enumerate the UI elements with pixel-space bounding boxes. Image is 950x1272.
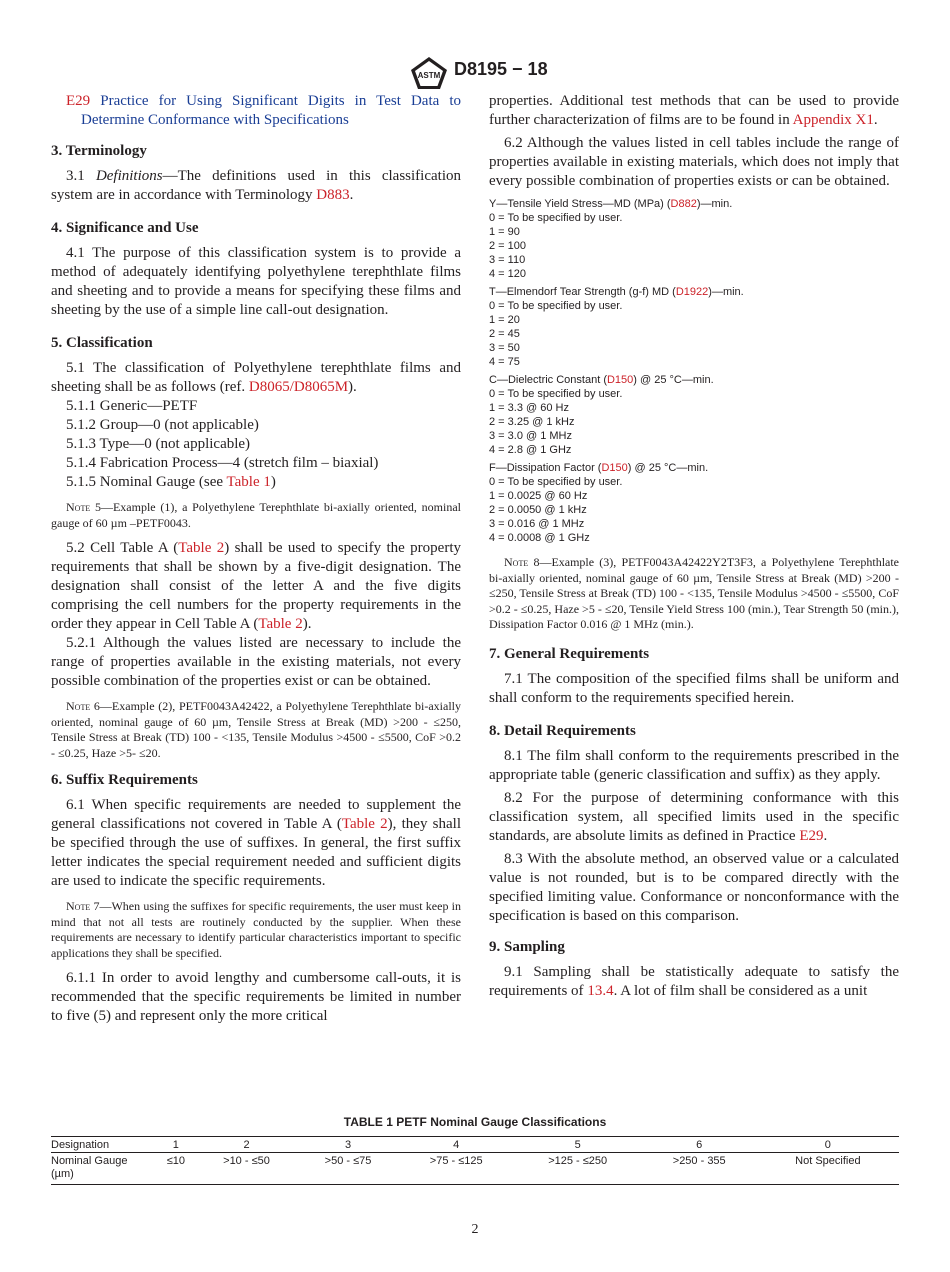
table-header-row [51,1137,899,1153]
gauge-table [51,1136,899,1185]
note-8: Note 8—Example (3), PETF0043A42422Y2T3F3, a Polyethylene Terephthlate bi-axially oriented, nominal gauge of 60 µm, Tensile Stress at Break (MD) >200 - ≤250, Tensile Stress at Break (TD) 100 - <135, Tensile Modulus >4500 - ≤5500, CoF >0.2 - ≤0.25, Haze >5 - ≤20, Tensile Yield Stress 100 (min.), Tear Strength 50 (min.), Dissipation Factor 0.016 @ 1 MHz (min.). [489,555,900,631]
para-continued: properties. Additional test methods that can be used to provide further characterization of films are to be found in Appendix X1. [489,93,899,128]
list-item: 5.1.5 Nominal Gauge (see Table 1) [66,474,276,490]
para-8-3: 8.3 With the absolute method, an observed value or a calculated value is not rounded, but is to be compared directly with the specified limiting value. Conformance or nonconformance with the specification is based on this comparison. [489,850,899,924]
link-table-2[interactable]: Table 2 [341,816,388,832]
suffix-code-item: 4 = 75 [489,356,520,368]
table-1 [51,1112,899,1185]
section-6-heading: 6. Suffix Requirements [51,772,198,788]
link-table-1[interactable]: Table 1 [226,474,271,490]
suffix-code-title: F—Dissipation Factor (D150) @ 25 °C—min. [489,462,709,474]
suffix-code-item: 0 = To be specified by user. [489,388,623,400]
list-item: 5.1.3 Type—0 (not applicable) [66,436,251,452]
section-7-heading: 7. General Requirements [489,645,650,662]
suffix-code-item: 4 = 120 [489,268,527,280]
suffix-code-item: 3 = 50 [489,342,520,354]
table-header-cell: Designation [51,1139,110,1151]
table-header-cell: 3 [344,1139,352,1151]
table-cell: >75 - ≤125 [429,1155,483,1167]
para-3-1: 3.1 Definitions—The definitions used in this classification system are in accordance with Terminology D883. [51,168,461,203]
suffix-code-item: 3 = 110 [489,254,526,266]
list-item: 5.1.1 Generic—PETF [66,398,198,414]
note-6: Note 6—Example (2), PETF0043A42422, a Polyethylene Terephthlate bi-axially oriented, nominal gauge of 60 µm, Tensile Stress at Break (MD) >200 - ≤250, Tensile Stress at Break (TD) 100 - <135, Tensile Modulus >4500 - ≤5500, CoF >0.2 - ≤0.25, Haze >5- ≤20. [51,699,461,760]
para-6-1: 6.1 When specific requirements are needed to supplement the general classifications not covered in Table A (Table 2), they shall be specified through the use of suffixes. In general, the first suffix letter indicates the special requirement needed and sufficient digits are used to indicate the specific requirements. [51,797,461,889]
table-cell: >50 - ≤75 [324,1155,372,1167]
link-d8065[interactable]: D8065/D8065M [248,379,349,395]
suffix-code-item: 1 = 3.3 @ 60 Hz [489,402,569,414]
link-d150[interactable]: D150 [601,462,628,474]
suffix-code-item: 1 = 0.0025 @ 60 Hz [489,490,588,502]
table-cell: ≤10 [166,1155,185,1167]
link-table-2[interactable]: Table 2 [178,540,225,556]
suffix-code-item: 3 = 3.0 @ 1 MHz [489,430,573,442]
suffix-code-title: Y—Tensile Yield Stress—MD (MPa) (D882)—min. [489,198,733,210]
suffix-code-item: 1 = 90 [489,226,520,238]
table-header-cell: 4 [453,1139,460,1151]
left-column [51,92,461,1026]
table-header-cell: 2 [243,1139,250,1151]
link-13-4[interactable]: 13.4 [587,982,614,999]
suffix-code-item: 2 = 100 [489,240,527,252]
suffix-code-title: T—Elmendorf Tear Strength (g-f) MD (D1922)—min. [489,286,744,298]
table-row [51,1153,899,1185]
section-3-heading: 3. Terminology [51,143,147,159]
page-header [0,52,950,92]
section-9-heading: 9. Sampling [489,938,565,955]
table-header-cell: 1 [172,1139,179,1151]
svg-text:ASTM: ASTM [417,71,441,80]
suffix-code-list [489,197,899,545]
table-header-cell: 5 [574,1139,581,1151]
table-header-cell: 6 [696,1139,703,1151]
table-cell: >125 - ≤250 [548,1155,608,1167]
suffix-code-item: 0 = To be specified by user. [489,212,623,224]
para-7-1: 7.1 The composition of the specified films shall be uniform and shall conform to the requirements specified herein. [489,670,899,706]
para-9-1: 9.1 Sampling shall be statistically adequate to satisfy the requirements of 13.4. A lot of film shall be considered as a unit [489,963,899,999]
para-5-2-1: 5.2.1 Although the values listed are necessary to include the range of properties available in the existing materials, not every possible combination of the properties exist or can be obtained. [51,635,461,689]
astm-logo-icon [409,56,449,90]
para-5-1: 5.1 The classification of Polyethylene terephthlate films and sheeting shall be as follows (ref. D8065/D8065M). [51,360,461,395]
table-cell: >250 - 355 [672,1155,726,1167]
section-8-heading: 8. Detail Requirements [489,722,636,739]
reference-e29[interactable]: E29 Practice for Using Significant Digits in Test Data to Determine Conformance with Specifications [66,93,461,128]
para-8-2: 8.2 For the purpose of determining conformance with this classification system, all specified limits used in the specific standards, are absolute limits as defined in Practice E29. [489,789,899,844]
table-header-cell: 0 [824,1139,831,1151]
right-column [489,92,899,1001]
list-item: 5.1.2 Group—0 (not applicable) [66,417,259,433]
table-caption: TABLE 1 PETF Nominal Gauge Classifications [343,1115,607,1129]
para-6-2: 6.2 Although the values listed in cell tables include the range of properties available in existing materials, which does not imply that every possible combination of properties exists or can be obtained. [489,135,899,189]
suffix-code-item: 4 = 0.0008 @ 1 GHz [489,532,590,544]
table-cell: >10 - ≤50 [223,1155,270,1167]
para-4-1: 4.1 The purpose of this classification system is to provide a method of adequately identifying polyethylene terephthlate films and sheeting and to provide a means for specifying these films and sheeting by the use of a simple line call-out designation. [51,245,461,318]
suffix-code-item: 2 = 45 [489,328,520,340]
page-number: 2 [471,1222,479,1237]
link-e29[interactable]: E29 [799,827,824,844]
note-5: Note 5—Example (1), a Polyethylene Terephthlate bi-axially oriented, nominal gauge of 60 µm –PETF0043. [51,500,461,530]
suffix-code-item: 1 = 20 [489,314,520,326]
link-d882[interactable]: D882 [670,198,697,210]
suffix-code-item: 3 = 0.016 @ 1 MHz [489,518,585,530]
section-4-heading: 4. Significance and Use [51,220,199,236]
suffix-code-item: 0 = To be specified by user. [489,476,623,488]
suffix-code-title: C—Dielectric Constant (D150) @ 25 °C—min. [489,374,714,386]
link-appendix-x1[interactable]: Appendix X1 [792,112,874,128]
para-8-1: 8.1 The film shall conform to the requirements prescribed in the appropriate table (generic classification and suffix) as they apply. [489,747,899,783]
suffix-code-item: 4 = 2.8 @ 1 GHz [489,444,572,456]
suffix-code-item: 2 = 0.0050 @ 1 kHz [489,504,587,516]
para-5-2: 5.2 Cell Table A (Table 2) shall be used to specify the property requirements that shall be shown by a five-digit designation. The designation shall consist of the letter A and the five digits comprising the cell numbers for the property requirements in the order they appear in Cell Table A (Table 2). [51,540,461,632]
link-d1922[interactable]: D1922 [675,286,709,298]
table-row-label: Nominal Gauge (µm) [51,1155,128,1180]
section-5-heading: 5. Classification [51,335,153,351]
link-table-2[interactable]: Table 2 [258,616,303,632]
table-cell: Not Specified [795,1155,861,1167]
link-d150[interactable]: D150 [606,374,634,386]
link-d883[interactable]: D883 [316,187,350,203]
note-7: Note 7—When using the suffixes for specific requirements, the user must keep in mind that not all tests are routinely conducted by the supplier. When these requirements are necessary to identify particular characteristics important to specific applications they shall be specified. [51,899,462,960]
suffix-code-item: 2 = 3.25 @ 1 kHz [489,416,575,428]
list-item: 5.1.4 Fabrication Process—4 (stretch film – biaxial) [66,455,379,471]
para-6-1-1: 6.1.1 In order to avoid lengthy and cumbersome call-outs, it is recommended that the specific requirements be limited in number to five (5) and represent only the more critical [51,970,461,1024]
suffix-code-item: 0 = To be specified by user. [489,300,623,312]
document-number: D8195 − 18 [454,59,548,79]
